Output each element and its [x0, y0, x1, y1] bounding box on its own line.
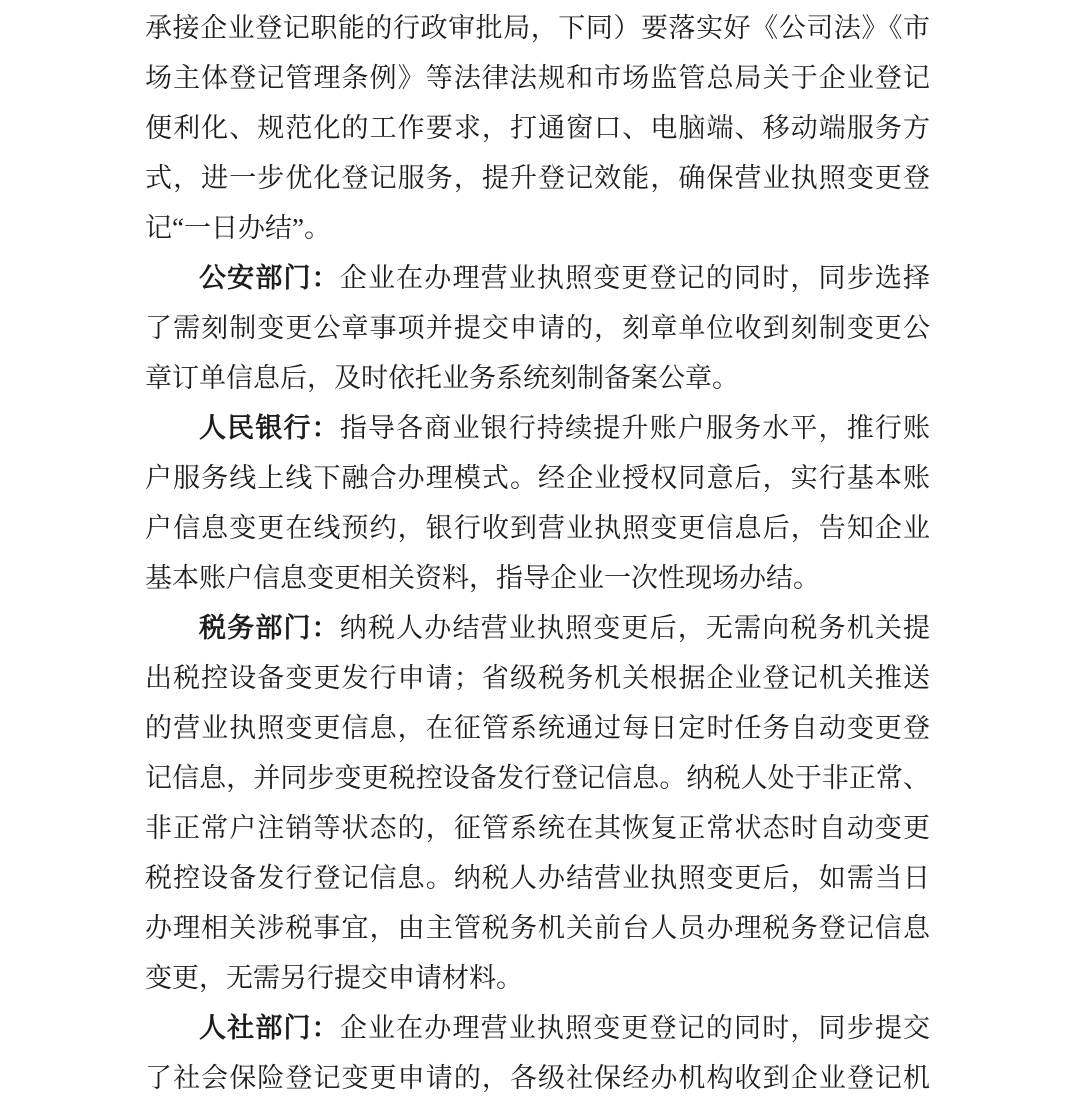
- text-line: 的营业执照变更信息，在征管系统通过每日定时任务自动变更登: [145, 713, 930, 743]
- text-line: 公安部门：企业在办理营业执照变更登记的同时，同步选择: [199, 263, 930, 293]
- text-line: 税控设备发行登记信息。纳税人办结营业执照变更后，如需当日: [145, 863, 930, 893]
- text-line: 记“一日办结”。: [145, 213, 331, 243]
- text-line: 办理相关涉税事宜，由主管税务机关前台人员办理税务登记信息: [145, 913, 930, 943]
- text-line: 场主体登记管理条例》等法律法规和市场监管总局关于企业登记: [145, 63, 930, 93]
- text-line: 便利化、规范化的工作要求，打通窗口、电脑端、移动端服务方: [145, 113, 930, 143]
- text-line: 非正常户注销等状态的，征管系统在其恢复正常状态时自动变更: [145, 813, 930, 843]
- section-lead: 公安部门：: [199, 263, 340, 293]
- text-line: 了需刻制变更公章事项并提交申请的，刻章单位收到刻制变更公: [145, 313, 930, 343]
- section-lead: 人社部门：: [199, 1013, 340, 1043]
- text-line: 了社会保险登记变更申请的，各级社保经办机构收到企业登记机: [145, 1063, 930, 1093]
- text-line: 章订单信息后，及时依托业务系统刻制备案公章。: [145, 363, 739, 393]
- section-lead: 人民银行：: [199, 413, 340, 443]
- text-line: 式，进一步优化登记服务，提升登记效能，确保营业执照变更登: [145, 163, 930, 193]
- text-line: 户服务线上线下融合办理模式。经企业授权同意后，实行基本账: [145, 463, 930, 493]
- text-line: 基本账户信息变更相关资料，指导企业一次性现场办结。: [145, 563, 820, 593]
- text-line: 人民银行：指导各商业银行持续提升账户服务水平，推行账: [199, 413, 930, 443]
- text-line: 变更，无需另行提交申请材料。: [145, 963, 523, 993]
- text-line: 出税控设备变更发行申请；省级税务机关根据企业登记机关推送: [145, 663, 930, 693]
- text-line: 人社部门：企业在办理营业执照变更登记的同时，同步提交: [199, 1013, 930, 1043]
- text-line: 承接企业登记职能的行政审批局，下同）要落实好《公司法》《市: [145, 13, 930, 43]
- section-lead: 税务部门：: [199, 613, 340, 643]
- text-line: 记信息，并同步变更税控设备发行登记信息。纳税人处于非正常、: [145, 763, 930, 793]
- text-line: 税务部门：纳税人办结营业执照变更后，无需向税务机关提: [199, 613, 930, 643]
- document-body: [145, 3, 930, 1103]
- text-line: 户信息变更在线预约，银行收到营业执照变更信息后，告知企业: [145, 513, 930, 543]
